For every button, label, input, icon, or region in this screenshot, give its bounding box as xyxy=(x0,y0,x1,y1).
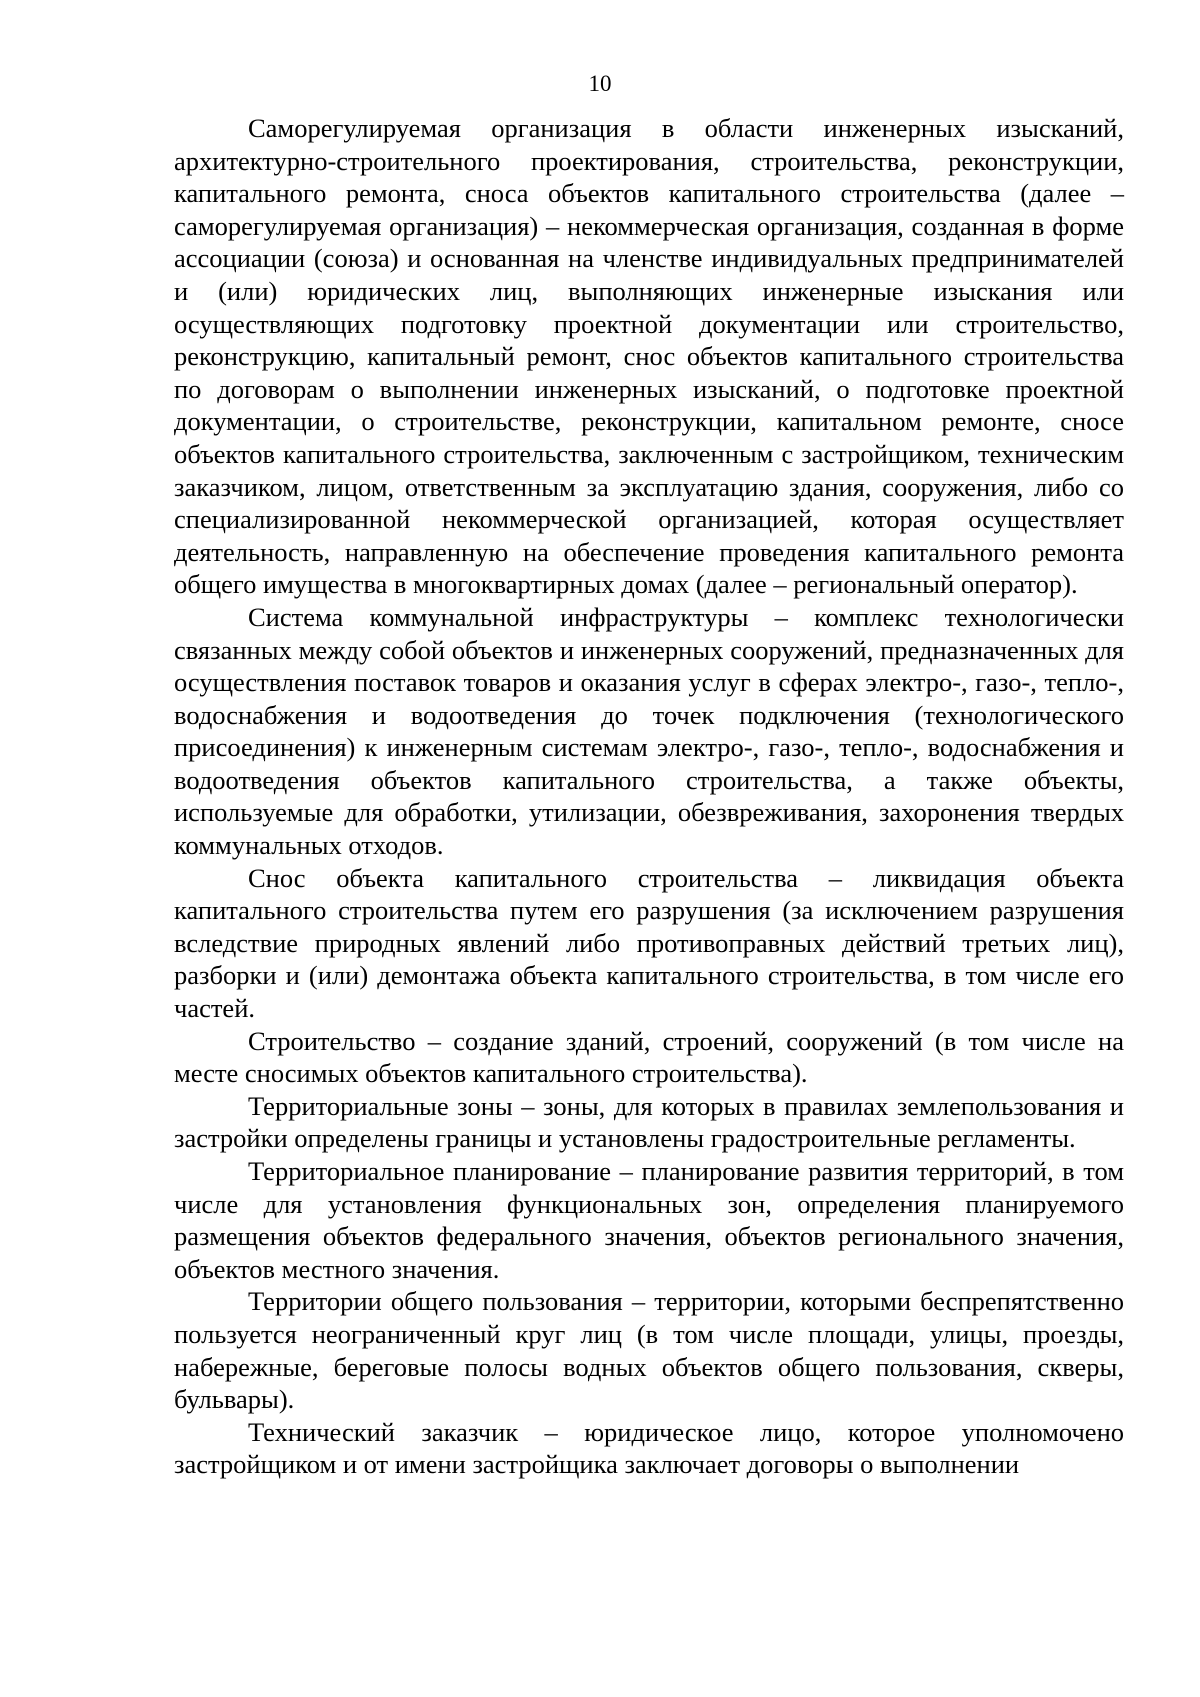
paragraph-utility-infrastructure: Система коммунальной инфраструктуры – комплекс технологически связанных между собой объектов и инженерных сооружений, предназначенных для осуществления поставок товаров и оказания услуг в сферах электро-, газо-, тепло-, водоснабжения и водоотведения до точек подключения (технологического присоединения) к инженерным системам электро-, газо-, тепло-, водоснабжения и водоотведения объектов капитального строительства, а также объекты, используемые для обработки, утилизации, обезвреживания, захоронения твердых коммунальных отходов. xyxy=(174,601,1124,861)
paragraph-demolition: Снос объекта капитального строительства – ликвидация объекта капитального строительства путем его разрушения (за исключением разрушения вследствие природных явлений либо противоправных действий третьих лиц), разборки и (или) демонтажа объекта капитального строительства, в том числе его частей. xyxy=(174,862,1124,1024)
paragraph-territorial-zones: Территориальные зоны – зоны, для которых в правилах землепользования и застройки определены границы и установлены градостроительные регламенты. xyxy=(174,1090,1124,1154)
paragraph-self-regulating-organization: Саморегулируемая организация в области инженерных изысканий, архитектурно-строительного проектирования, строительства, реконструкции, капитального ремонта, сноса объектов капитального строительства (далее – саморегулируемая организация) – некоммерческая организация, созданная в форме ассоциации (союза) и основанная на членстве индивидуальных предпринимателей и (или) юридических лиц, выполняющих инженерные изыскания или осуществляющих подготовку проектной документации или строительство, реконструкцию, капитальный ремонт, снос объектов капитального строительства по договорам о выполнении инженерных изысканий, о подготовке проектной документации, о строительстве, реконструкции, капитальном ремонте, сносе объектов капитального строительства, заключенным с застройщиком, техническим заказчиком, лицом, ответственным за эксплуатацию здания, сооружения, либо со специализированной некоммерческой организацией, которая осуществляет деятельность, направленную на обеспечение проведения капитального ремонта общего имущества в многоквартирных домах (далее – региональный оператор). xyxy=(174,113,1124,600)
paragraph-technical-customer: Технический заказчик – юридическое лицо, которое уполномочено застройщиком и от имени застройщика заключает договоры о выполнении xyxy=(174,1416,1124,1480)
document-body xyxy=(174,112,1124,1481)
paragraph-territorial-planning: Территориальное планирование – планирование развития территорий, в том числе для установления функциональных зон, определения планируемого размещения объектов федерального значения, объектов регионального значения, объектов местного значения. xyxy=(174,1156,1124,1284)
page-number: 10 xyxy=(588,71,612,96)
paragraph-public-territories: Территории общего пользования – территории, которыми беспрепятственно пользуется неограниченный круг лиц (в том числе площади, улицы, проезды, набережные, береговые полосы водных объектов общего пользования, скверы, бульвары). xyxy=(174,1286,1124,1415)
paragraph-construction: Строительство – создание зданий, строений, сооружений (в том числе на месте сносимых объектов капитального строительства). xyxy=(174,1025,1124,1089)
